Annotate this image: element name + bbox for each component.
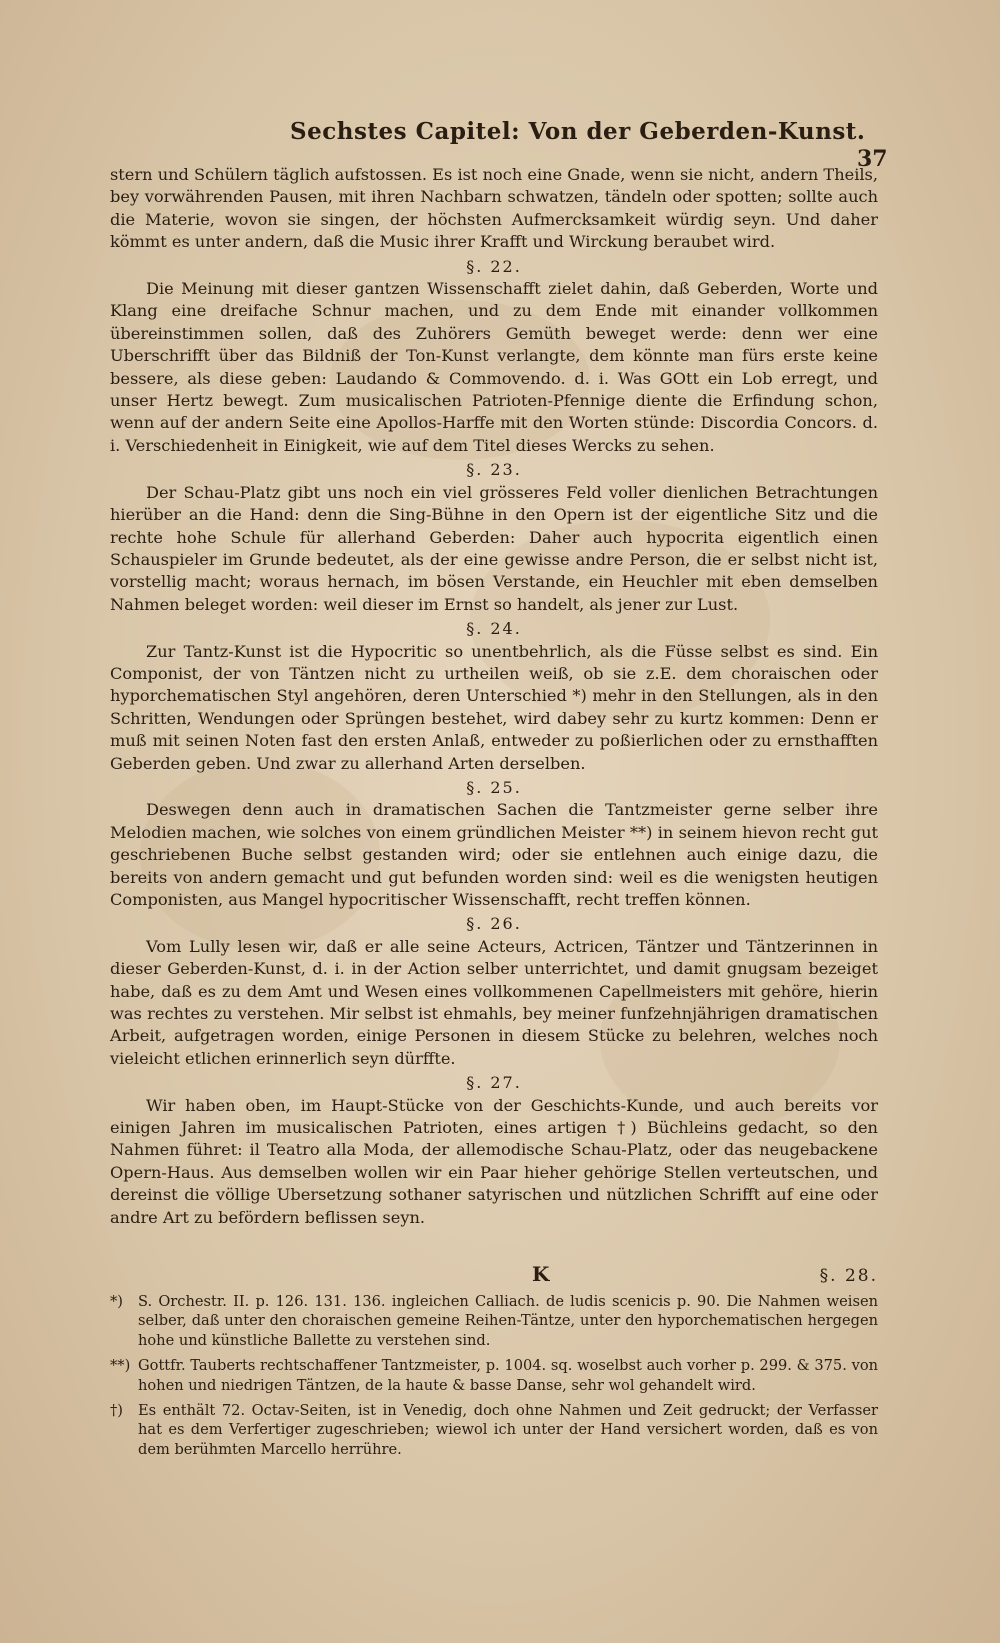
section-heading: §. 27. [466, 1073, 522, 1093]
footnote-text: Gottfr. Tauberts rechtschaffener Tantzmeister, p. 1004. sq. woselbst auch vorher p. 299. & 375. von hohen und niedrigen Täntzen, de la haute & basse Danse, sehr wol gehandelt wird. [138, 1357, 878, 1394]
footnote [110, 1401, 878, 1459]
footnotes [110, 1292, 878, 1465]
paragraph: Wir haben oben, im Haupt-Stücke von der Geschichts-Kunde, und auch bereits vor einigen Jahren im musicalischen Patrioten, eines artigen †) Büchleins gedacht, so den Nahmen führet: il Teatro alla Moda, der allemodische Schau-Platz, oder das neugebackene Opern-Haus. Aus demselben wollen wir ein Paar hieher gehörige Stellen verteutschen, und dereinst die völlige Ubersetzung sothaner satyrischen und nützlichen Schrifft auf eine oder andre Art zu befördern beflissen seyn. [110, 1095, 878, 1227]
section-heading: §. 23. [466, 460, 522, 480]
page-footer-catch [110, 1262, 878, 1288]
paragraph: Zur Tantz-Kunst ist die Hypocritic so unentbehrlich, als die Füsse selbst es sind. Ein Componist, der von Täntzen nicht zu urtheilen weiß, ob sie z.E. dem choraischen oder hyporchematischen Styl angehören, deren Unterschied *) mehr in den Stellungen, als in den Schritten, Wendungen oder Sprüngen bestehet, wird dabey sehr zu kurtz kommen: Denn er muß mit seinen Noten fast den ersten Anlaß, entweder zu poßierlichen oder zu ernsthafften Geberden geben. Und zwar zu allerhand Arten derselben. [110, 641, 878, 773]
footnote-mark: †) [110, 1402, 123, 1420]
section-heading: §. 25. [466, 777, 522, 797]
page-number: 37 [857, 146, 888, 172]
paragraph: Der Schau-Platz gibt uns noch ein viel grösseres Feld voller dienlichen Betrachtungen hierüber an die Hand: denn die Sing-Bühne in den Opern ist der eigentliche Sitz und die rechte hohe Schule für allerhand Geberden: Daher auch hypocrita eigentlich einen Schauspieler im Grunde bedeutet, als der eine gewisse andre Person, die er selbst nicht ist, vorstellig macht; woraus hernach, im bösen Verstande, ein Heuchler mit eben demselben Nahmen beleget worden: weil dieser im Ernst so handelt, als jener zur Lust. [110, 482, 878, 614]
footnote-mark: **) [110, 1357, 131, 1375]
paragraph: Vom Lully lesen wir, daß er alle seine Acteurs, Actricen, Täntzer und Täntzerinnen in dieser Geberden-Kunst, d. i. in der Action selber unterrichtet, und damit gnugsam bezeiget habe, daß es zu dem Amt und Wesen eines vollkommenen Capellmeisters mit gehöre, hierin was rechtes zu verstehen. Mir selbst ist ehmahls, bey meiner funfzehnjährigen dramatischen Arbeit, aufgetragen worden, einige Personen in diesem Stücke zu belehren, welches noch vieleicht etlichen erinnerlich seyn dürffte. [110, 936, 878, 1068]
footnote-text: Es enthält 72. Octav-Seiten, ist in Venedig, doch ohne Nahmen und Zeit gedruckt; der Verfasser hat es dem Verfertiger zugeschrieben; wiewol ich unter der Hand versichert worden, daß es von dem berühmten Marcello herrühre. [138, 1402, 878, 1458]
footnote-mark: *) [110, 1293, 123, 1310]
footnote [110, 1356, 878, 1395]
running-title: Sechstes Capitel: Von der Geberden-Kunst. [290, 118, 866, 145]
footnote-text: S. Orchestr. II. p. 126. 131. 136. ingleichen Calliach. de ludis scenicis p. 90. Die Nahmen weisen selber, daß unter den choraischen gemeine Reihen-Täntze, unter den hyporchematischen hergegen hohe und künstliche Ballette zu verstehen sind. [138, 1293, 878, 1349]
catchword: §. 28. [819, 1266, 878, 1286]
section-heading: §. 24. [466, 619, 522, 639]
main-text [110, 164, 878, 1229]
section-heading: §. 22. [466, 256, 522, 276]
paragraph: Die Meinung mit dieser gantzen Wissenschafft zielet dahin, daß Geberden, Worte und Klang eine dreifache Schnur machen, und zu dem Ende mit einander vollkommen übereinstimmen sollen, daß des Zuhörers Gemüth beweget werde: denn wer eine Uberschrifft über das Bildniß der Ton-Kunst verlangte, dem könnte man fürs erste keine bessere, als diese geben: Laudando & Commovendo. d. i. Was GOtt ein Lob erregt, und unser Hertz bewegt. Zum musicalischen Patrioten-Pfennige diente die Erfindung schon, wenn auf der andern Seite eine Apollos-Harffe mit den Worten stünde: Discordia Concors. d. i. Verschiedenheit in Einigkeit, wie auf dem Titel dieses Wercks zu sehen. [110, 279, 878, 455]
footnote [110, 1292, 878, 1350]
section-heading: §. 26. [466, 914, 522, 934]
signature-mark: K [532, 1262, 550, 1286]
paragraph: stern und Schülern täglich aufstossen. Es ist noch eine Gnade, wenn sie nicht, andern Theils, bey vorwährenden Pausen, mit ihren Nachbarn schwatzen, tändeln oder spotten; sollte auch die Materie, wovon sie singen, der höchsten Aufmercksamkeit würdig seyn. Und daher kömmt es unter andern, daß die Music ihrer Krafft und Wirckung beraubet wird. [110, 165, 879, 252]
paragraph: Deswegen denn auch in dramatischen Sachen die Tantzmeister gerne selber ihre Melodien machen, wie solches von einem gründlichen Meister **) in seinem hievon recht gut geschriebenen Buche selbst gestanden wird; oder sie entlehnen auch einige dazu, die bereits von andern gemacht und gut befunden worden sind: weil es die wenigsten heutigen Componisten, aus Mangel hypocritischer Wissenschafft, recht treffen können. [110, 800, 878, 909]
